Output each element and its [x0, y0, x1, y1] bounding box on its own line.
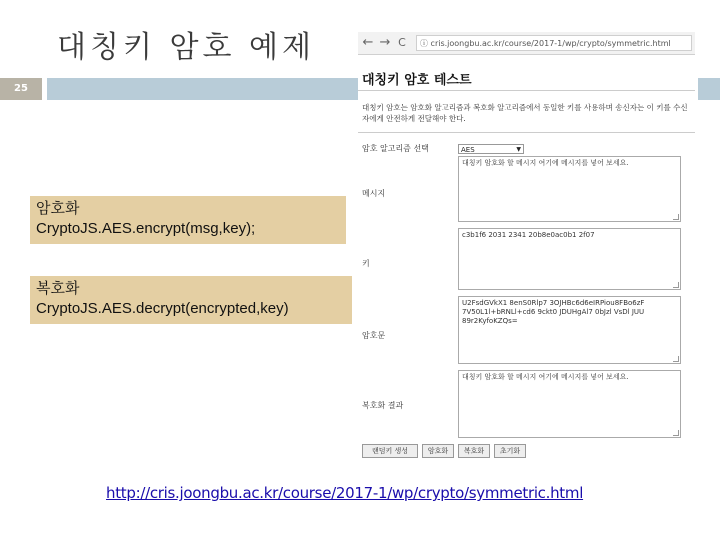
back-arrow-icon[interactable]: ←: [362, 35, 374, 50]
browser-screenshot: [358, 32, 698, 462]
triangle-decoration-icon: [698, 78, 720, 100]
algorithm-selected: AES: [461, 146, 475, 154]
slide-title: 대칭키 암호 예제: [57, 30, 315, 65]
address-bar[interactable]: [416, 35, 692, 51]
ciphertext-label: 암호문: [362, 331, 386, 340]
page-description: 대칭키 암호는 암호화 알고리즘과 복호화 알고리즘에서 동일한 키를 사용하며 송신자는 이 키를 수신자에게 안전하게 전달해야 한다.: [362, 103, 688, 123]
random-key-button[interactable]: 랜덤키 생성: [362, 444, 418, 458]
decrypt-result-textarea[interactable]: [458, 370, 681, 438]
encrypt-label: 암호화: [36, 200, 80, 217]
resize-grip-icon[interactable]: [673, 214, 679, 220]
message-textarea[interactable]: [458, 156, 681, 222]
slide-number: 25: [0, 78, 42, 100]
decrypt-code-box: [30, 276, 352, 324]
decrypt-code: CryptoJS.AES.decrypt(encrypted,key): [36, 300, 289, 317]
ciphertext-text: U2FsdGVkX1 8enS0Rlp7 3OJHBc6d6eIRPiou8FBo6zF 7V50L1l+bRNLl+cd6 9ckt0 JDUHgAl7 0bJzl VsDl JUU 89r2KyfoKZQs=: [462, 299, 645, 325]
algorithm-label: 암호 알고리즘 선택: [362, 144, 429, 153]
message-label: 메시지: [362, 189, 386, 198]
key-label: 키: [362, 259, 370, 268]
description-divider: [358, 132, 695, 133]
message-text: 대칭키 암호화 할 메시지 여기에 메시지를 넣어 보세요.: [462, 159, 629, 167]
decrypt-button[interactable]: 복호화: [458, 444, 490, 458]
forward-arrow-icon[interactable]: →: [379, 35, 391, 50]
algorithm-select[interactable]: [458, 144, 524, 154]
reset-button[interactable]: 초기화: [494, 444, 526, 458]
encrypt-code-box: [30, 196, 346, 244]
heading-divider: [358, 90, 695, 91]
decrypt-result-text: 대칭키 암호화 할 메시지 여기에 메시지를 넣어 보세요.: [462, 373, 629, 381]
key-text: c3b1f6 2031 2341 20b8e0ac0b1 2f07: [462, 231, 595, 239]
url-text: cris.joongbu.ac.kr/course/2017-1/wp/crypto/symmetric.html: [430, 39, 671, 48]
chevron-down-icon: ▼: [516, 146, 521, 153]
resize-grip-icon[interactable]: [673, 282, 679, 288]
reload-icon[interactable]: C: [398, 36, 406, 49]
ciphertext-textarea[interactable]: [458, 296, 681, 364]
resize-grip-icon[interactable]: [673, 430, 679, 436]
encrypt-button[interactable]: 암호화: [422, 444, 454, 458]
encrypt-code: CryptoJS.AES.encrypt(msg,key);: [36, 220, 256, 237]
key-textarea[interactable]: [458, 228, 681, 290]
page-heading: 대칭키 암호 테스트: [362, 73, 472, 88]
reference-link[interactable]: http://cris.joongbu.ac.kr/course/2017-1/wp/crypto/symmetric.html: [106, 484, 584, 502]
decrypt-label: 복호화: [36, 280, 80, 297]
site-info-icon[interactable]: ⓘ: [420, 39, 428, 48]
decrypt-result-label: 복호화 결과: [362, 401, 404, 410]
resize-grip-icon[interactable]: [673, 356, 679, 362]
browser-toolbar: [358, 32, 695, 55]
